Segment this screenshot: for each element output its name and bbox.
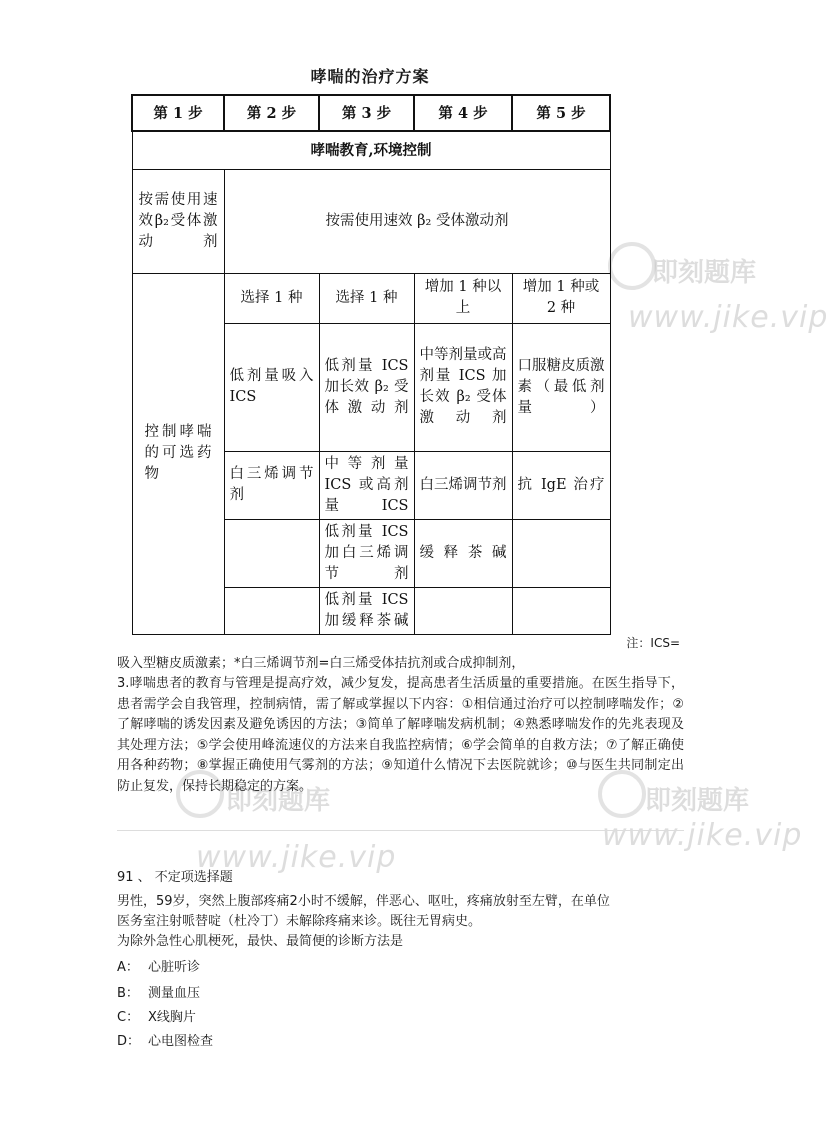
table-cell: 口服糖皮质激素（最低剂量） (512, 323, 610, 451)
table-cell: 低剂量 ICS 加长效 β₂ 受体激动剂 (319, 323, 414, 451)
table-cell: 缓释茶碱 (414, 519, 512, 587)
table-cell: 低剂量 ICS 加缓释茶碱 (319, 587, 414, 634)
reliever-value: 按需使用速效 β₂ 受体激动剂 (224, 169, 610, 273)
step-header: 第 2 步 (224, 95, 319, 131)
table-title: 哮喘的治疗方案 (310, 67, 430, 86)
question-number: 91 、 不定项选择题 (117, 870, 233, 885)
reliever-label: 按需使用速效β₂受体激动剂 (132, 169, 224, 273)
table-note: 注：ICS= (626, 636, 680, 650)
option-d[interactable] (117, 1032, 213, 1052)
step-header: 第 3 步 (319, 95, 414, 131)
reliever-row (132, 169, 610, 273)
question-stem-line: 医务室注射哌替啶（杜冷丁）未解除疼痛来诊。既往无胃病史。 (117, 914, 482, 929)
option-key: D： (117, 1034, 141, 1049)
step-header: 第 4 步 (414, 95, 512, 131)
table-cell: 低剂量吸入 ICS (224, 323, 319, 451)
table-cell: 中等剂量 ICS 或高剂量 ICS (319, 451, 414, 519)
option-b[interactable] (117, 984, 200, 1004)
table-cell (414, 587, 512, 634)
option-text: 测量血压 (148, 986, 201, 1001)
controller-subheader-row (132, 273, 610, 323)
question-stem-line: 男性，59岁，突然上腹部疼痛2小时不缓解，伴恶心、呕吐，疼痛放射至左臂，在单位 (117, 894, 610, 909)
section-divider (117, 830, 684, 831)
education-row (132, 131, 610, 169)
option-key: C： (117, 1010, 140, 1025)
option-c[interactable] (117, 1008, 196, 1028)
step-header: 第 1 步 (132, 95, 224, 131)
sub-header: 选择 1 种 (319, 273, 414, 323)
table-cell: 抗 IgE 治疗 (512, 451, 610, 519)
watermark-url: www.jike.vip (628, 300, 828, 335)
step-header-row (132, 95, 610, 131)
option-key: B： (117, 986, 139, 1001)
treatment-plan-table (131, 94, 611, 635)
sub-header: 增加 1 种或 2 种 (512, 273, 610, 323)
question-stem-line: 为除外急性心肌梗死，最快、最简便的诊断方法是 (117, 934, 404, 949)
table-cell: 白三烯调节剂 (224, 451, 319, 519)
watermark-brand: 即刻题库 (226, 786, 331, 816)
table-cell: 低剂量 ICS 加白三烯调节剂 (319, 519, 414, 587)
sub-header: 增加 1 种以上 (414, 273, 512, 323)
note-continuation: 吸入型糖皮质激素；*白三烯调节剂=白三烯受体拮抗剂或合成抑制剂， (117, 656, 525, 671)
watermark-url: www.jike.vip (196, 840, 397, 875)
watermark-url: www.jike.vip (602, 818, 803, 853)
step-header: 第 5 步 (512, 95, 610, 131)
option-text: 心脏听诊 (148, 960, 201, 975)
table-cell (224, 519, 319, 587)
watermark-logo-icon (608, 242, 656, 290)
sub-header: 选择 1 种 (224, 273, 319, 323)
table-cell (512, 519, 610, 587)
table-cell (512, 587, 610, 634)
option-key: A： (117, 960, 139, 975)
table-cell (224, 587, 319, 634)
watermark-brand: 即刻题库 (645, 786, 750, 816)
table-cell: 白三烯调节剂 (414, 451, 512, 519)
education-cell: 哮喘教育,环境控制 (132, 131, 610, 169)
watermark-brand: 即刻题库 (652, 258, 757, 288)
option-text: 心电图检查 (148, 1034, 214, 1049)
controller-label: 控制哮喘的可选药物 (132, 273, 224, 634)
table-cell: 中等剂量或高剂量 ICS 加长效 β₂ 受体激动剂 (414, 323, 512, 451)
option-text: X线胸片 (148, 1010, 196, 1025)
education-paragraph: 3.哮喘患者的教育与管理是提高疗效，减少复发，提高患者生活质量的重要措施。在医生指导下，患者需学会自我管理，控制病情，需了解或掌握以下内容：①相信通过治疗可以控制哮喘发作；②了解哮喘的诱发因素及避免诱因的方法；③简单了解哮喘发病机制；④熟悉哮喘发作的先兆表现及其处理方法；⑤学会使用峰流速仪的方法来自我监控病情；⑥学会简单的自救方法；⑦了解正确使用各种药物；⑧掌握正确使用气雾剂的方法；⑨知道什么情况下去医院就诊；⑩与医生共同制定出防止复发，保持长期稳定的方案。 (117, 676, 684, 794)
option-a[interactable] (117, 958, 200, 978)
